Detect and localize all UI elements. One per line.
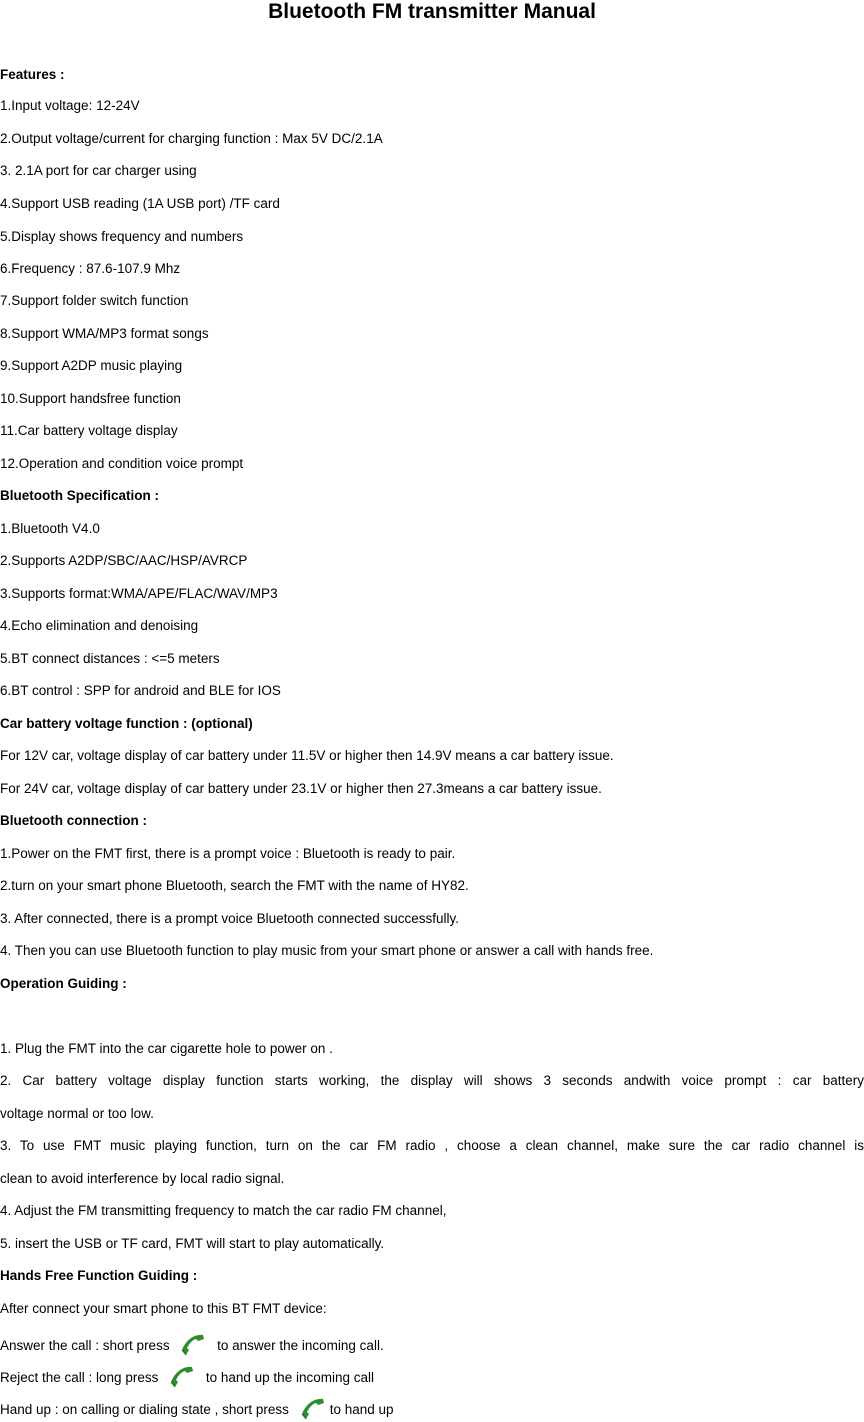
phone-handset-icon bbox=[176, 1330, 210, 1358]
answer-call-text: Answer the call : short press bbox=[0, 1338, 170, 1353]
reject-call-suffix: to hand up the incoming call bbox=[205, 1370, 374, 1385]
feature-item: 12.Operation and condition voice prompt bbox=[0, 456, 244, 471]
connection-heading: Bluetooth connection : bbox=[0, 813, 147, 828]
hang-up-suffix: to hand up bbox=[329, 1402, 394, 1417]
battery-item: For 12V car, voltage display of car battery under 11.5V or higher then 14.9V means a car battery issue. bbox=[0, 748, 614, 763]
feature-item: 10.Support handsfree function bbox=[0, 391, 181, 406]
operation-item-continued: clean to avoid interference by local radio signal. bbox=[0, 1171, 285, 1186]
feature-item: 8.Support WMA/MP3 format songs bbox=[0, 326, 209, 341]
operation-item-continued: voltage normal or too low. bbox=[0, 1106, 154, 1121]
feature-item: 4.Support USB reading (1A USB port) /TF card bbox=[0, 196, 280, 211]
answer-call-line bbox=[0, 1330, 864, 1358]
reject-call-line bbox=[0, 1362, 864, 1390]
feature-item: 3. 2.1A port for car charger using bbox=[0, 163, 197, 178]
document-title: Bluetooth FM transmitter Manual bbox=[268, 0, 596, 23]
features-heading: Features : bbox=[0, 67, 65, 82]
bt-spec-item: 4.Echo elimination and denoising bbox=[0, 618, 199, 633]
feature-item: 1.Input voltage: 12-24V bbox=[0, 98, 140, 113]
feature-item: 7.Support folder switch function bbox=[0, 293, 189, 308]
feature-item: 6.Frequency : 87.6-107.9 Mhz bbox=[0, 261, 181, 276]
connection-item: 4. Then you can use Bluetooth function to play music from your smart phone or answer a call with hands free. bbox=[0, 943, 654, 958]
battery-item: For 24V car, voltage display of car battery under 23.1V or higher then 27.3means a car battery issue. bbox=[0, 781, 602, 796]
bt-spec-item: 6.BT control : SPP for android and BLE for IOS bbox=[0, 683, 281, 698]
phone-handset-icon bbox=[165, 1362, 199, 1390]
operation-item: 3. To use FMT music playing function, turn on the car FM radio , choose a clean channel, make sure the car radio channel is bbox=[0, 1138, 864, 1153]
feature-item: 2.Output voltage/current for charging function : Max 5V DC/2.1A bbox=[0, 131, 383, 146]
operation-item: 4. Adjust the FM transmitting frequency to match the car radio FM channel, bbox=[0, 1203, 447, 1218]
operation-item: 2. Car battery voltage display function starts working, the display will shows 3 seconds andwith voice prompt : car battery bbox=[0, 1073, 864, 1088]
operation-heading: Operation Guiding : bbox=[0, 976, 127, 991]
connection-item: 3. After connected, there is a prompt voice Bluetooth connected successfully. bbox=[0, 911, 460, 926]
operation-item: 1. Plug the FMT into the car cigarette hole to power on . bbox=[0, 1041, 333, 1056]
feature-item: 5.Display shows frequency and numbers bbox=[0, 229, 244, 244]
feature-item: 9.Support A2DP music playing bbox=[0, 358, 183, 373]
phone-handset-icon bbox=[296, 1394, 330, 1422]
bt-spec-item: 2.Supports A2DP/SBC/AAC/HSP/AVRCP bbox=[0, 553, 248, 568]
answer-call-suffix: to answer the incoming call. bbox=[217, 1338, 384, 1353]
reject-call-text: Reject the call : long press bbox=[0, 1370, 159, 1385]
battery-heading: Car battery voltage function : (optional) bbox=[0, 716, 253, 731]
hang-up-text: Hand up : on calling or dialing state , short press bbox=[0, 1402, 289, 1417]
bt-spec-item: 3.Supports format:WMA/APE/FLAC/WAV/MP3 bbox=[0, 586, 278, 601]
hang-up-line bbox=[0, 1394, 864, 1422]
connection-item: 1.Power on the FMT first, there is a prompt voice : Bluetooth is ready to pair. bbox=[0, 846, 456, 861]
handsfree-heading: Hands Free Function Guiding : bbox=[0, 1268, 198, 1283]
bt-spec-item: 1.Bluetooth V4.0 bbox=[0, 521, 100, 536]
bt-spec-heading: Bluetooth Specification : bbox=[0, 488, 160, 503]
feature-item: 11.Car battery voltage display bbox=[0, 423, 178, 438]
bt-spec-item: 5.BT connect distances : <=5 meters bbox=[0, 651, 220, 666]
connection-item: 2.turn on your smart phone Bluetooth, search the FMT with the name of HY82. bbox=[0, 878, 469, 893]
operation-item: 5. insert the USB or TF card, FMT will start to play automatically. bbox=[0, 1236, 385, 1251]
handsfree-intro: After connect your smart phone to this BT FMT device: bbox=[0, 1301, 327, 1316]
